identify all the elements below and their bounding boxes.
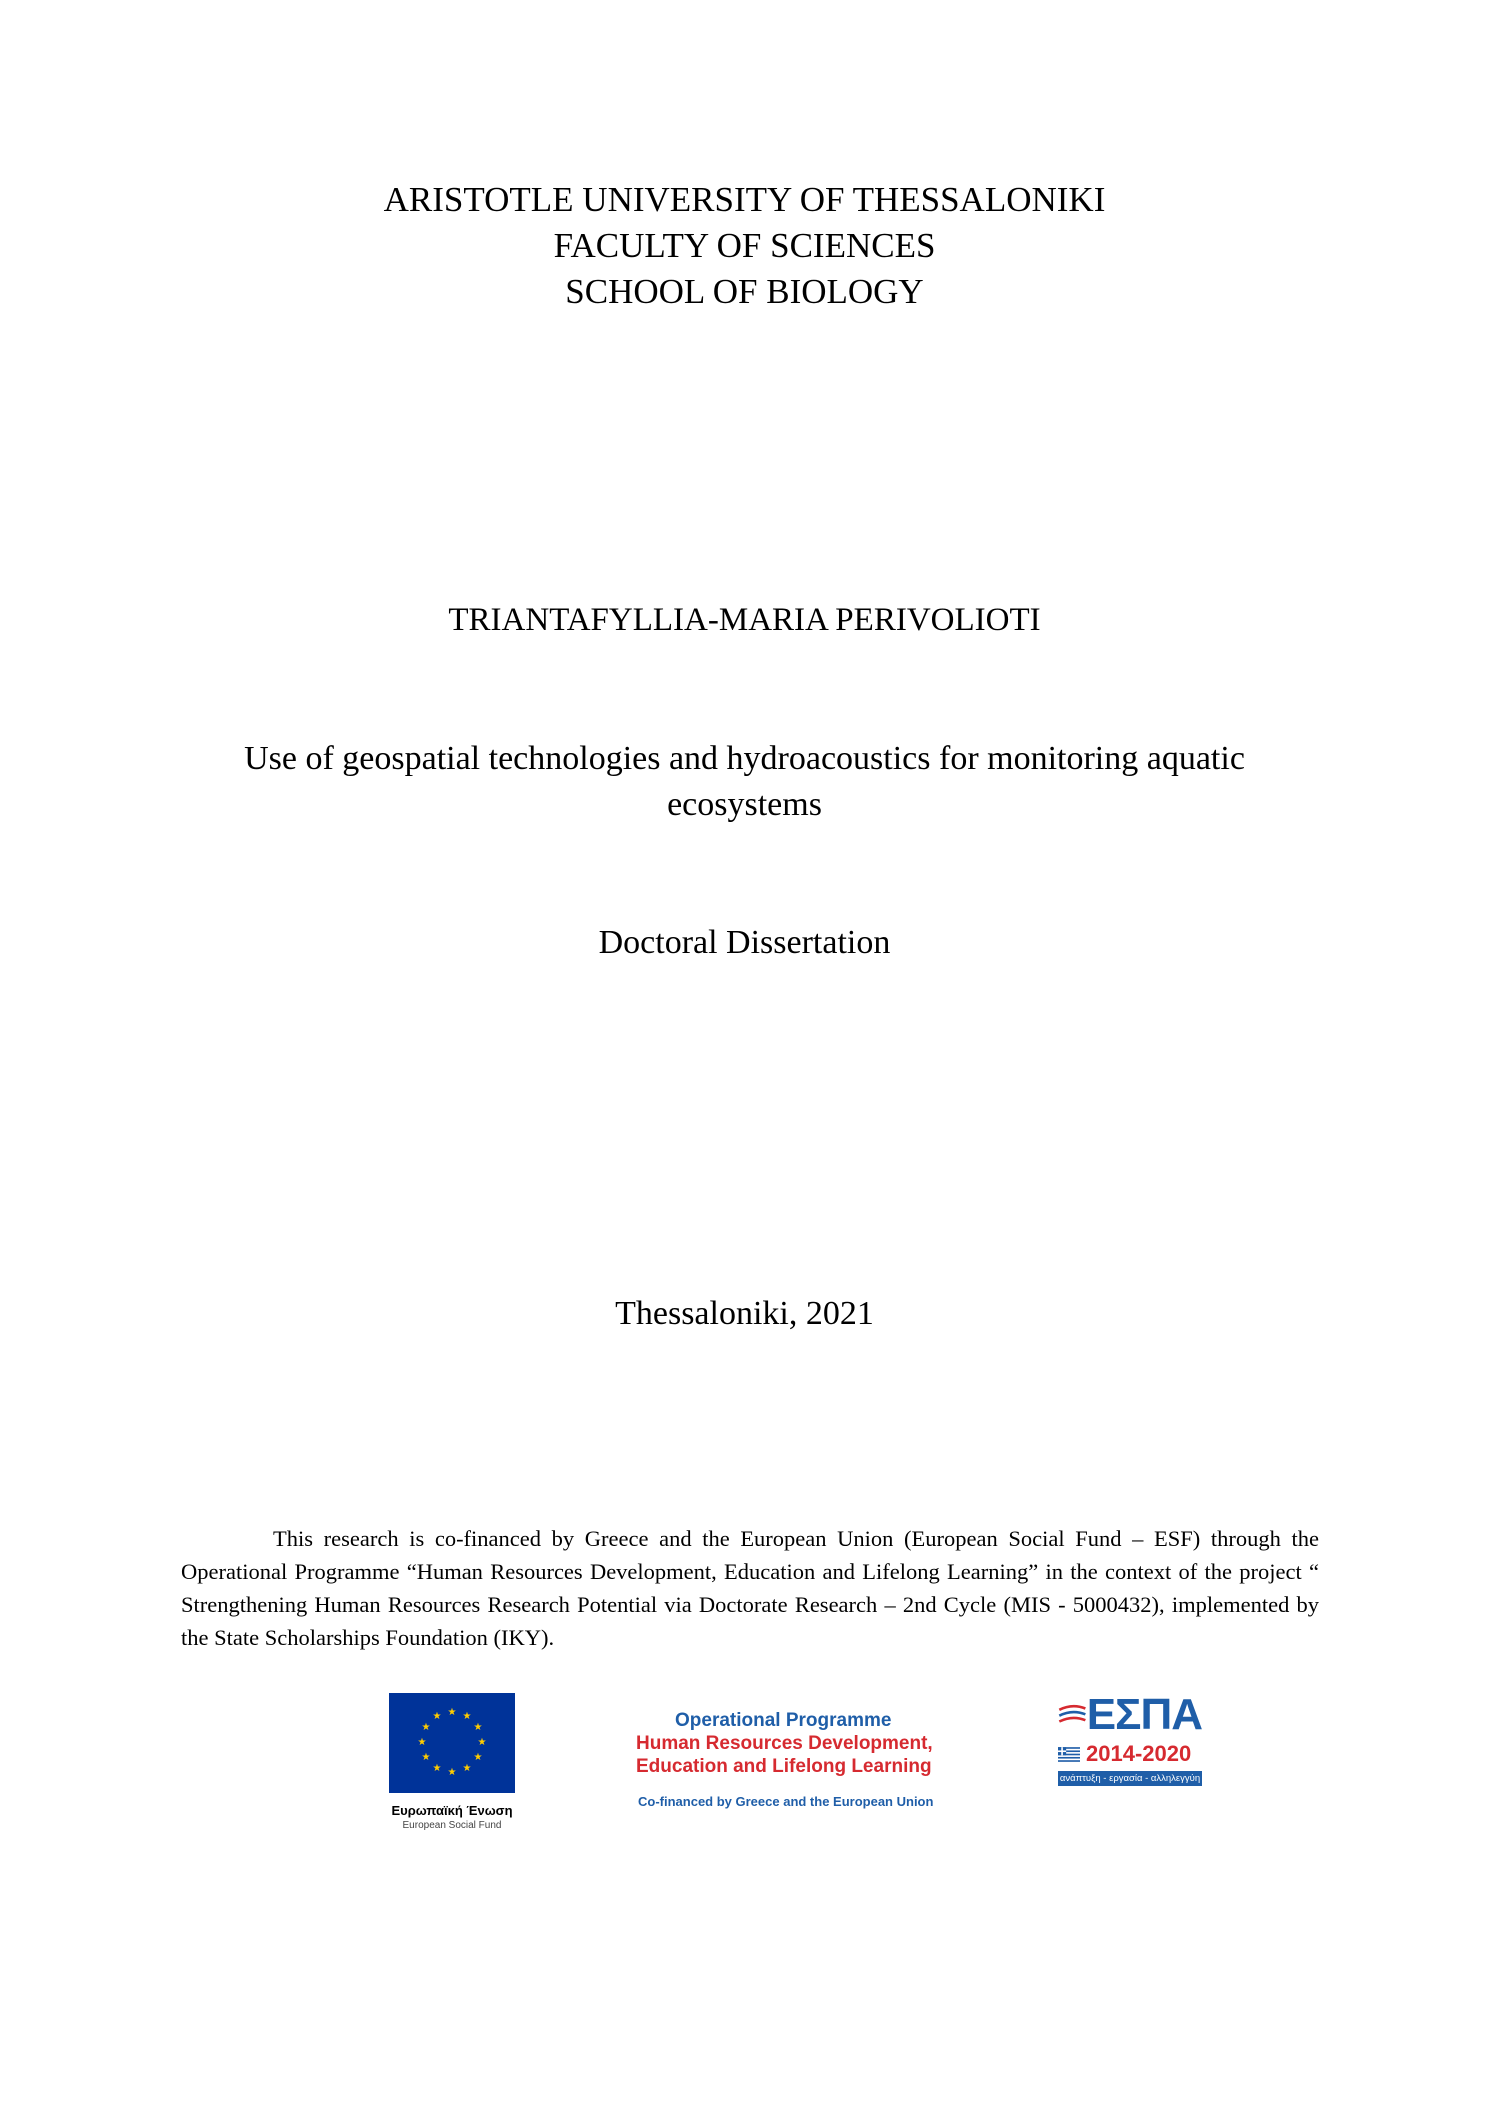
eu-star-icon: ★	[473, 1752, 483, 1763]
eu-star-icon: ★	[473, 1722, 483, 1733]
eu-star-icon: ★	[477, 1737, 487, 1748]
greek-flag-icon	[1058, 1747, 1080, 1762]
funding-statement	[181, 1522, 1319, 1654]
eu-star-icon: ★	[421, 1722, 431, 1733]
espa-wordmark: ΕΣΠΑ	[1086, 1690, 1202, 1739]
dissertation-title-line-1: Use of geospatial technologies and hydroacoustics for monitoring aquatic	[244, 740, 1245, 777]
eu-star-icon: ★	[417, 1737, 427, 1748]
eu-star-icon: ★	[421, 1752, 431, 1763]
op-logo-line-2: Human Resources Development,	[636, 1733, 933, 1754]
operational-programme-logo	[636, 1710, 933, 1809]
espa-years: 2014-2020	[1086, 1741, 1192, 1766]
author-name: TRIANTAFYLLIA-MARIA PERIVOLIOTI	[448, 602, 1041, 638]
eu-flag-icon	[389, 1693, 515, 1793]
op-logo-line-1: Operational Programme	[675, 1710, 892, 1731]
eu-star-icon: ★	[432, 1762, 442, 1774]
espa-tagline: ανάπτυξη - εργασία - αλληλεγγύη	[1059, 1773, 1201, 1784]
op-logo-line-3: Education and Lifelong Learning	[636, 1756, 932, 1777]
eu-star-icon: ★	[447, 1767, 457, 1778]
eu-esf-logo	[389, 1693, 515, 1831]
degree-type: Doctoral Dissertation	[598, 924, 891, 961]
espa-logo	[1058, 1690, 1202, 1786]
eu-star-icon: ★	[447, 1707, 457, 1718]
school-name: SCHOOL OF BIOLOGY	[565, 272, 924, 311]
eu-logo-name: Ευρωπαϊκή Ένωση	[391, 1803, 513, 1818]
place-and-date: Thessaloniki, 2021	[615, 1295, 874, 1332]
university-name: ARISTOTLE UNIVERSITY OF THESSALONIKI	[383, 180, 1106, 219]
dissertation-title-line-2: ecosystems	[667, 786, 822, 823]
faculty-name: FACULTY OF SCIENCES	[553, 226, 936, 265]
funding-text: This research is co-financed by Greece and the European Union (European Social Fund – ESF) through the Operational Programme “Human Resources Development, Education and Lifelong Learning” in the context of the project “ Strengthening Human Resources Research Potential via Doctorate Research – 2nd Cycle (MIS - 5000432), implemented by the State Scholarships Foundation (IKY).	[181, 1526, 1319, 1650]
espa-swoosh-icon	[1058, 1695, 1087, 1735]
eu-star-icon: ★	[462, 1762, 472, 1774]
op-logo-line-4: Co-financed by Greece and the European Union	[638, 1794, 934, 1809]
eu-star-icon: ★	[432, 1711, 442, 1723]
eu-logo-subtitle: European Social Fund	[402, 1820, 502, 1831]
eu-star-icon: ★	[462, 1711, 472, 1723]
